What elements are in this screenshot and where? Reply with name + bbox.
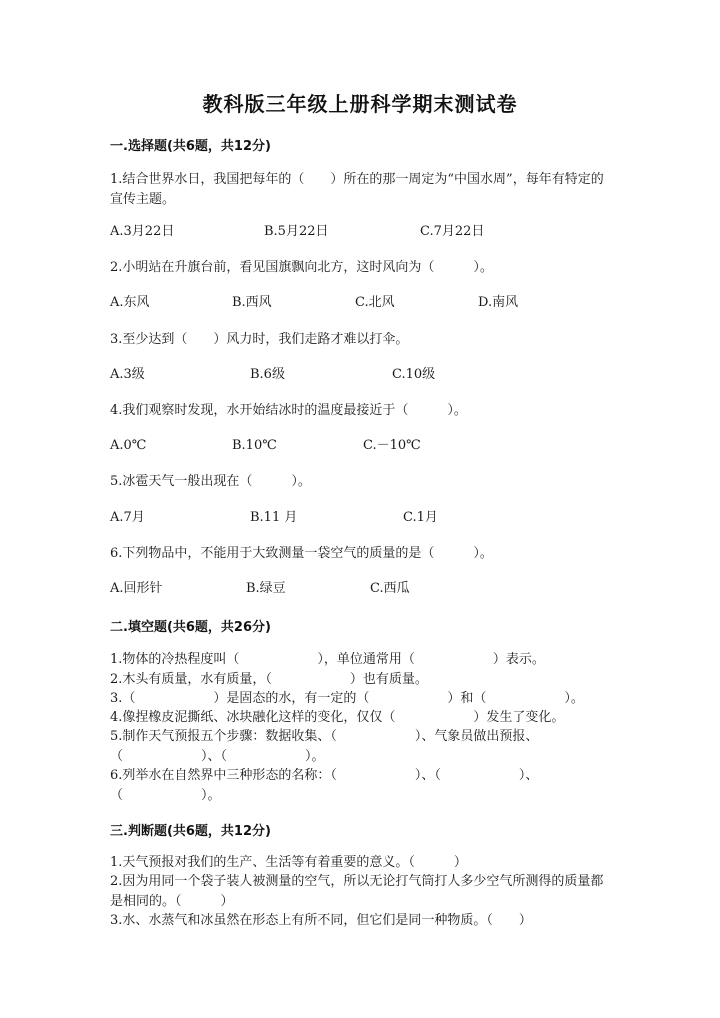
q6-option-b: B.绿豆 bbox=[246, 581, 286, 596]
q5-option-a: A.7月 bbox=[110, 510, 145, 525]
judge-line-3: 3.水、水蒸气和冰虽然在形态上有所不同，但它们是同一种物质。（ ） bbox=[110, 913, 532, 928]
q4-option-b: B.10℃ bbox=[232, 438, 277, 453]
judge-line-2: 2.因为用同一个袋子装人被测量的空气，所以无论打气筒打人多少空气所测得的质量都是相同的。（ ） bbox=[110, 874, 604, 909]
question-6: 6.下列物品中，不能用于大致测量一袋空气的质量的是（ ）。 bbox=[110, 546, 493, 561]
section-heading-judge: 三.判断题(共6题，共12分) bbox=[110, 824, 271, 839]
judge-line-1: 1.天气预报对我们的生产、生活等有着重要的意义。（ ） bbox=[110, 855, 467, 870]
question-4: 4.我们观察时发现，水开始结冰时的温度最接近于（ ）。 bbox=[110, 403, 467, 418]
q3-option-c: C.10级 bbox=[392, 367, 436, 382]
q6-option-c: C.西瓜 bbox=[370, 581, 410, 596]
page-title: 教科版三年级上册科学期末测试卷 bbox=[202, 92, 518, 116]
q1-option-a: A.3月22日 bbox=[110, 224, 175, 239]
q1-option-b: B.5月22日 bbox=[264, 224, 329, 239]
q5-option-b: B.11 月 bbox=[250, 510, 298, 525]
question-5: 5.冰雹天气一般出现在（ ）。 bbox=[110, 474, 311, 489]
question-3: 3.至少达到（ ）风力时，我们走路才难以打伞。 bbox=[110, 332, 409, 347]
q4-option-a: A.0℃ bbox=[110, 438, 147, 453]
fill-line-2: 2.木头有质量，水有质量，（ ）也有质量。 bbox=[110, 672, 428, 687]
question-1: 1.结合世界水日，我国把每年的（ ）所在的那一周定为“中国水周”，每年有特定的宣传主题。 bbox=[110, 172, 604, 207]
fill-line-5: 5.制作天气预报五个步骤：数据收集、（ ）、气象员做出预报、（ ）、（ ）。 bbox=[110, 729, 539, 764]
fill-line-3: 3.（ ）是固态的水，有一定的（ ）和（ ）。 bbox=[110, 691, 584, 706]
q2-option-c: C.北风 bbox=[355, 295, 395, 310]
q1-option-c: C.7月22日 bbox=[420, 224, 485, 239]
q6-option-a: A.回形针 bbox=[110, 581, 163, 596]
section-heading-choice: 一.选择题(共6题，共12分) bbox=[110, 139, 271, 154]
q3-option-a: A.3级 bbox=[110, 367, 145, 382]
q2-option-b: B.西风 bbox=[232, 295, 272, 310]
q4-option-c: C.－10℃ bbox=[363, 438, 421, 453]
q2-option-d: D.南风 bbox=[478, 295, 519, 310]
q2-option-a: A.东风 bbox=[110, 295, 150, 310]
question-2: 2.小明站在升旗台前，看见国旗飘向北方，这时风向为（ ）。 bbox=[110, 260, 493, 275]
q5-option-c: C.1月 bbox=[403, 510, 438, 525]
fill-line-1: 1.物体的冷热程度叫（ ），单位通常用（ ）表示。 bbox=[110, 652, 545, 667]
q3-option-b: B.6级 bbox=[250, 367, 285, 382]
fill-line-4: 4.像捏橡皮泥撕纸、冰块融化这样的变化，仅仅（ ）发生了变化。 bbox=[110, 710, 565, 725]
fill-line-6: 6.列举水在自然界中三种形态的名称：（ ）、（ ）、（ ）。 bbox=[110, 768, 539, 803]
section-heading-fill: 二.填空题(共6题，共26分) bbox=[110, 620, 271, 635]
